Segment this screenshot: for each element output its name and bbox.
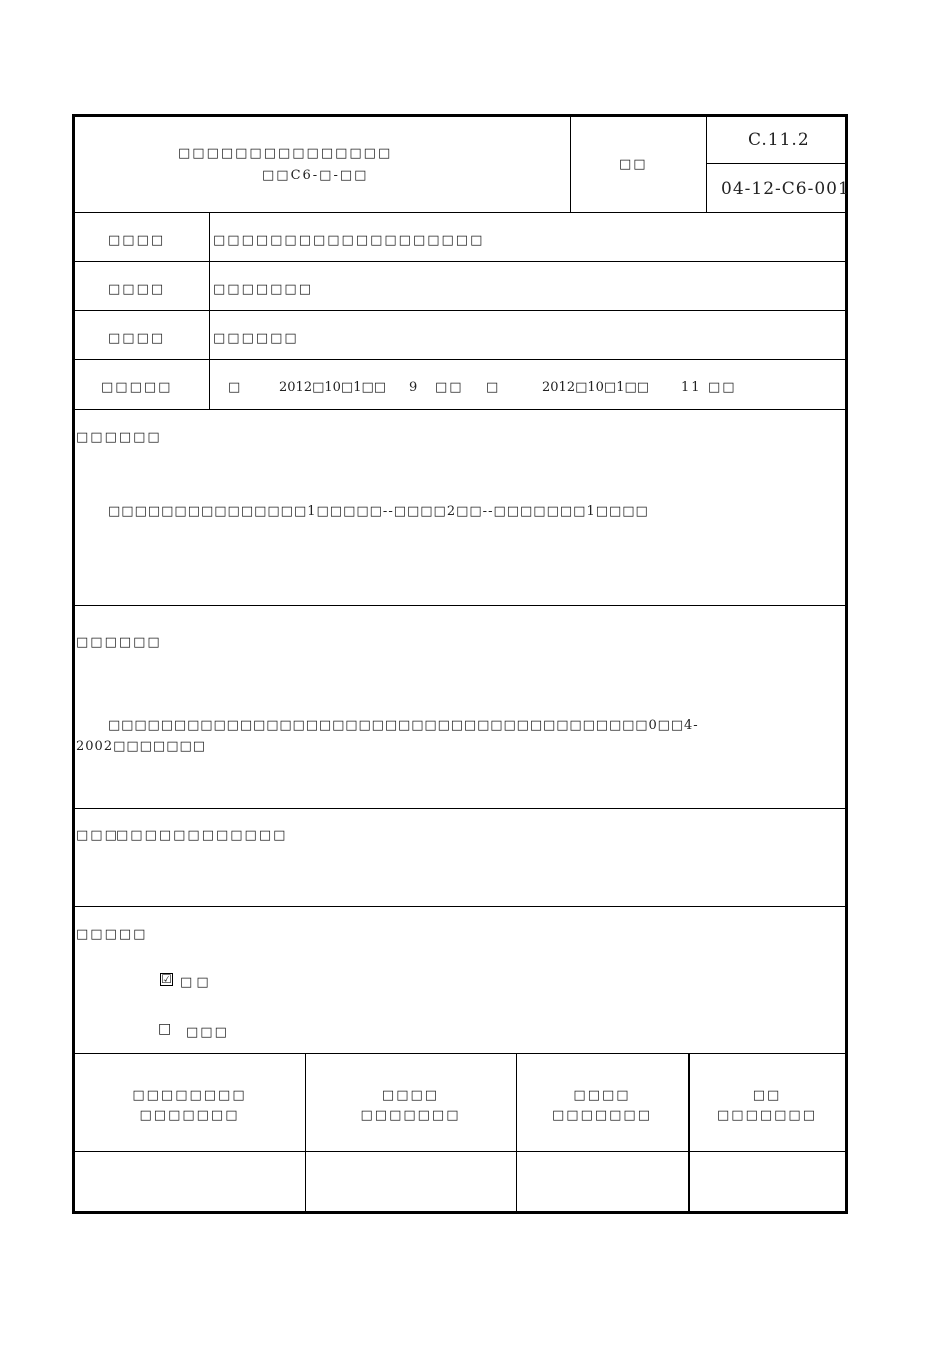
form-title: □□□□□□□□□□□□□□□ <box>178 146 393 161</box>
col-divider <box>688 1053 690 1213</box>
signature-header: □□□□□□□ <box>717 1108 817 1123</box>
item-value: □□□□□□ <box>213 331 299 346</box>
section-heading: □□□ <box>76 828 119 843</box>
time-label: □□□□□ <box>101 380 173 395</box>
time-from-date: 2012□10□1□□ <box>279 380 387 395</box>
unqualified-label: □□□ <box>186 1025 229 1040</box>
document-number: 04-12-C6-001 <box>721 179 850 199</box>
signature-header: □□□□□□□ <box>360 1108 461 1123</box>
signature-header: □□□□□□□ <box>139 1108 240 1123</box>
section-heading: □□□□□□ <box>76 635 162 650</box>
row-divider <box>74 1053 848 1054</box>
project-name-value: □□□□□□□□□□□□□□□□□□□ <box>213 233 485 248</box>
row-divider <box>74 212 848 213</box>
section-text: □□□□□□□□□□□□ <box>116 828 288 843</box>
signature-header: □□□□ <box>381 1088 440 1103</box>
row-divider <box>74 409 848 410</box>
qualified-checkbox[interactable]: ☑ <box>161 972 172 986</box>
row-divider <box>74 359 848 360</box>
time-to-date: 2012□10□1□□ <box>542 380 650 395</box>
unit-label: □□□□ <box>108 282 166 297</box>
time-from-hour: 9 <box>409 380 420 395</box>
col-divider <box>209 212 210 409</box>
row-divider <box>74 1151 848 1152</box>
row-divider <box>74 261 848 262</box>
time-to-marker: □ <box>486 380 501 395</box>
qualified-label: □ □ <box>180 975 209 990</box>
col-divider <box>305 1053 306 1213</box>
form-frame <box>72 114 848 1214</box>
section-text: □□□□□□□□□□□□□□□1□□□□□--□□□□2□□--□□□□□□□1□□□□ <box>108 504 649 519</box>
unit-value: □□□□□□□ <box>213 282 313 297</box>
conclusion-heading: □□□□□ <box>76 927 148 942</box>
time-to-unit: □□ <box>708 380 737 395</box>
project-name-label: □□□□ <box>108 233 166 248</box>
unqualified-checkbox[interactable]: □ <box>158 1021 174 1037</box>
code-label: □□ <box>619 157 648 172</box>
form-code: C.11.2 <box>748 130 810 150</box>
time-from-marker: □ <box>228 380 243 395</box>
time-to-hour: 11 <box>681 380 702 395</box>
item-label: □□□□ <box>108 331 166 346</box>
row-divider <box>74 310 848 311</box>
row-divider <box>74 906 848 907</box>
signature-header: □□□□□□□□ <box>132 1088 247 1103</box>
signature-header: □□□□ <box>573 1088 631 1103</box>
row-divider <box>74 808 848 809</box>
signature-header: □□□□□□□ <box>552 1108 652 1123</box>
section-heading: □□□□□□ <box>76 430 162 445</box>
row-divider <box>706 163 848 164</box>
section-text: □□□□□□□□□□□□□□□□□□□□□□□□□□□□□□□□□□□□□□□□□0□□4- <box>108 718 699 733</box>
time-from-unit: □□ <box>435 380 464 395</box>
col-divider <box>570 116 571 212</box>
form-subtitle: □□C6-□-□□ <box>262 168 369 183</box>
row-divider <box>74 605 848 606</box>
signature-header: □□ <box>752 1088 782 1103</box>
col-divider <box>706 116 707 212</box>
section-text: 2002□□□□□□□ <box>76 739 207 754</box>
col-divider <box>516 1053 517 1213</box>
